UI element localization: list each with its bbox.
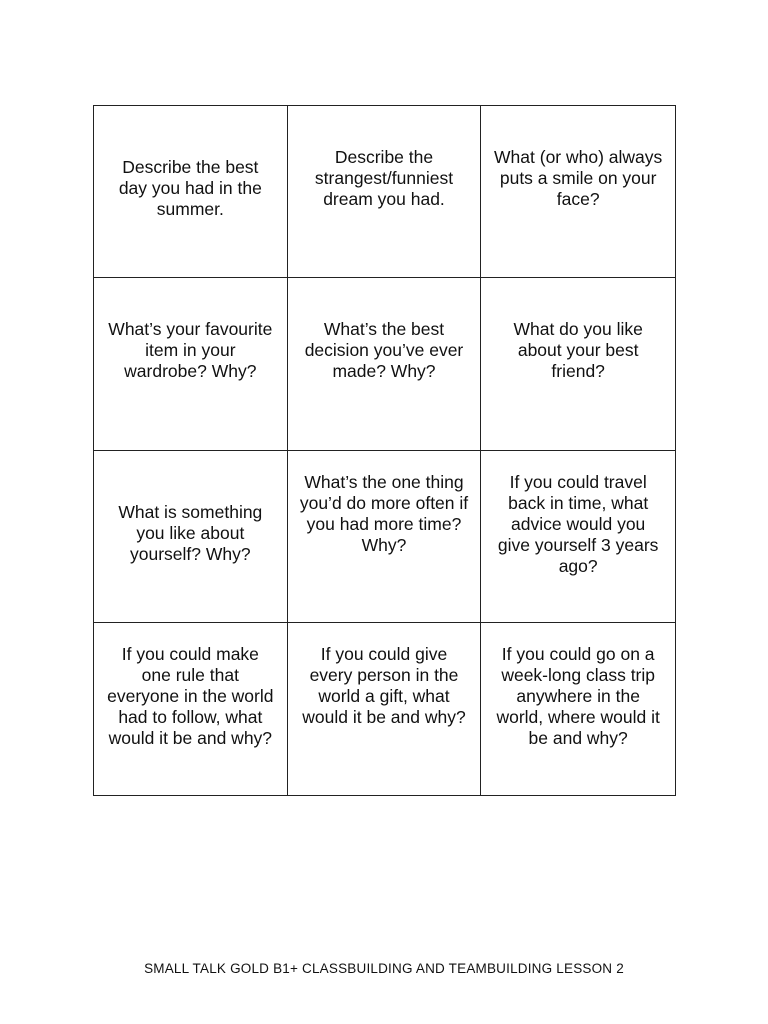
page-footer: SMALL TALK GOLD B1+ CLASSBUILDING AND TEAMBUILDING LESSON 2	[144, 961, 624, 976]
question-text: Describe the strangest/funniest dream you had.	[314, 147, 454, 209]
question-text: Describe the best day you had in the summer.	[118, 157, 262, 219]
question-card	[481, 451, 675, 623]
question-card	[288, 451, 482, 623]
question-card	[481, 278, 675, 450]
question-text: If you could give every person in the world a gift, what would it be and why?	[302, 643, 466, 727]
question-card	[288, 278, 482, 450]
question-card	[481, 106, 675, 278]
question-text: What’s your favourite item in your wardrobe? Why?	[108, 319, 273, 382]
question-text: If you could travel back in time, what advice would you give yourself 3 years ago?	[497, 471, 659, 576]
question-card	[288, 106, 482, 278]
question-card	[481, 623, 675, 795]
question-text: What (or who) always puts a smile on your face?	[494, 147, 663, 209]
question-text: If you could go on a week-long class trip anywhere in the world, where would it be and why?	[496, 643, 660, 748]
question-text: If you could make one rule that everyone in the world had to follow, what would it be and why?	[107, 643, 274, 748]
question-card	[94, 623, 288, 795]
question-card	[94, 451, 288, 623]
question-text: What is something you like about yourself? Why?	[118, 501, 263, 564]
question-card-grid	[93, 105, 676, 796]
question-card	[94, 278, 288, 450]
question-card	[94, 106, 288, 278]
question-card	[288, 623, 482, 795]
question-text: What’s the one thing you’d do more often if you had more time? Why?	[299, 471, 469, 555]
question-text: What’s the best decision you’ve ever made? Why?	[304, 319, 464, 382]
question-text: What do you like about your best friend?	[513, 319, 643, 382]
